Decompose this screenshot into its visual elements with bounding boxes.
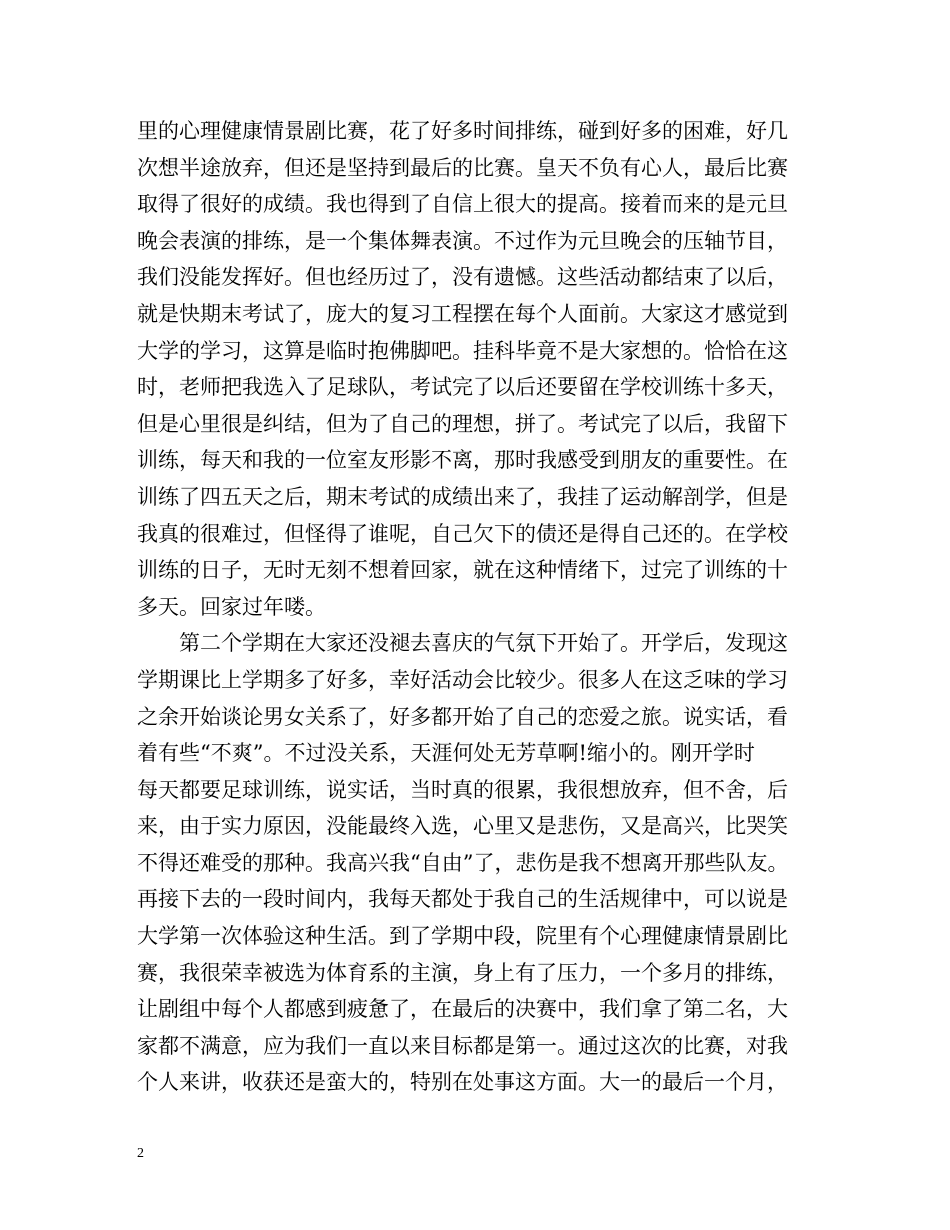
text-line: 不得还难受的那种。我高兴我“自由”了，悲伤是我不想离开那些队友。: [137, 850, 789, 875]
text-line: 时，老师把我选入了足球队，考试完了以后还要留在学校训练十多天，: [137, 375, 788, 400]
text-line: 训练的日子，无时无刻不想着回家，就在这种情绪下，过完了训练的十: [137, 558, 788, 583]
text-line: 第二个学期在大家还没褪去喜庆的气氛下开始了。开学后，发现这: [137, 631, 788, 656]
text-line: 取得了很好的成绩。我也得到了自信上很大的提高。接着而来的是元旦: [137, 192, 788, 217]
text-line: 里的心理健康情景剧比赛，花了好多时间排练，碰到好多的困难，好几: [137, 119, 788, 143]
text-line: 我们没能发挥好。但也经历过了，没有遗憾。这些活动都结束了以后，: [137, 265, 788, 290]
text-line: 来，由于实力原因，没能最终入选，心里又是悲伤，又是高兴，比哭笑: [137, 814, 788, 839]
text-line: 大学的学习，这算是临时抱佛脚吧。挂科毕竟不是大家想的。恰恰在这: [137, 338, 788, 363]
text-line: 就是快期末考试了，庞大的复习工程摆在每个人面前。大家这才感觉到: [137, 301, 788, 326]
text-line: 学期课比上学期多了好多，幸好活动会比较少。很多人在这乏味的学习: [137, 667, 788, 692]
text-line: 每天都要足球训练，说实话，当时真的很累，我很想放弃，但不舍，后: [137, 777, 788, 802]
text-line: 赛，我很荣幸被选为体育系的主演，身上有了压力，一个多月的排练，: [137, 960, 788, 985]
text-line: 着有些“不爽”。不过没关系，天涯何处无芳草啊!缩小的。刚开学时: [137, 741, 755, 766]
text-line: 多天。回家过年喽。: [137, 594, 326, 619]
text-line: 家都不满意，应为我们一直以来目标都是第一。通过这次的比赛，对我: [137, 1033, 788, 1058]
text-line: 让剧组中每个人都感到疲惫了，在最后的决赛中，我们拿了第二名，大: [137, 997, 788, 1022]
text-line: 个人来讲，收获还是蛮大的，特别在处事这方面。大一的最后一个月，: [137, 1070, 788, 1095]
text-line: 但是心里很是纠结，但为了自己的理想，拼了。考试完了以后，我留下: [137, 411, 788, 436]
text-line: 次想半途放弃，但还是坚持到最后的比赛。皇天不负有心人，最后比赛: [137, 155, 788, 180]
page-number: 2: [137, 1146, 144, 1161]
text-line: 训练了四五天之后，期末考试的成绩出来了，我挂了运动解剖学，但是: [137, 484, 788, 509]
text-line: 再接下去的一段时间内，我每天都处于我自己的生活规律中，可以说是: [137, 887, 788, 912]
text-line: 训练，每天和我的一位室友形影不离，那时我感受到朋友的重要性。在: [137, 448, 788, 473]
body-text: [137, 113, 837, 1101]
text-line: 之余开始谈论男女关系了，好多都开始了自己的恋爱之旅。说实话，看: [137, 704, 788, 729]
text-line: 我真的很难过，但怪得了谁呢，自己欠下的债还是得自己还的。在学校: [137, 521, 788, 546]
text-line: 晚会表演的排练，是一个集体舞表演。不过作为元旦晚会的压轴节目，: [137, 228, 788, 253]
text-line: 大学第一次体验这种生活。到了学期中段，院里有个心理健康情景剧比: [137, 924, 788, 949]
